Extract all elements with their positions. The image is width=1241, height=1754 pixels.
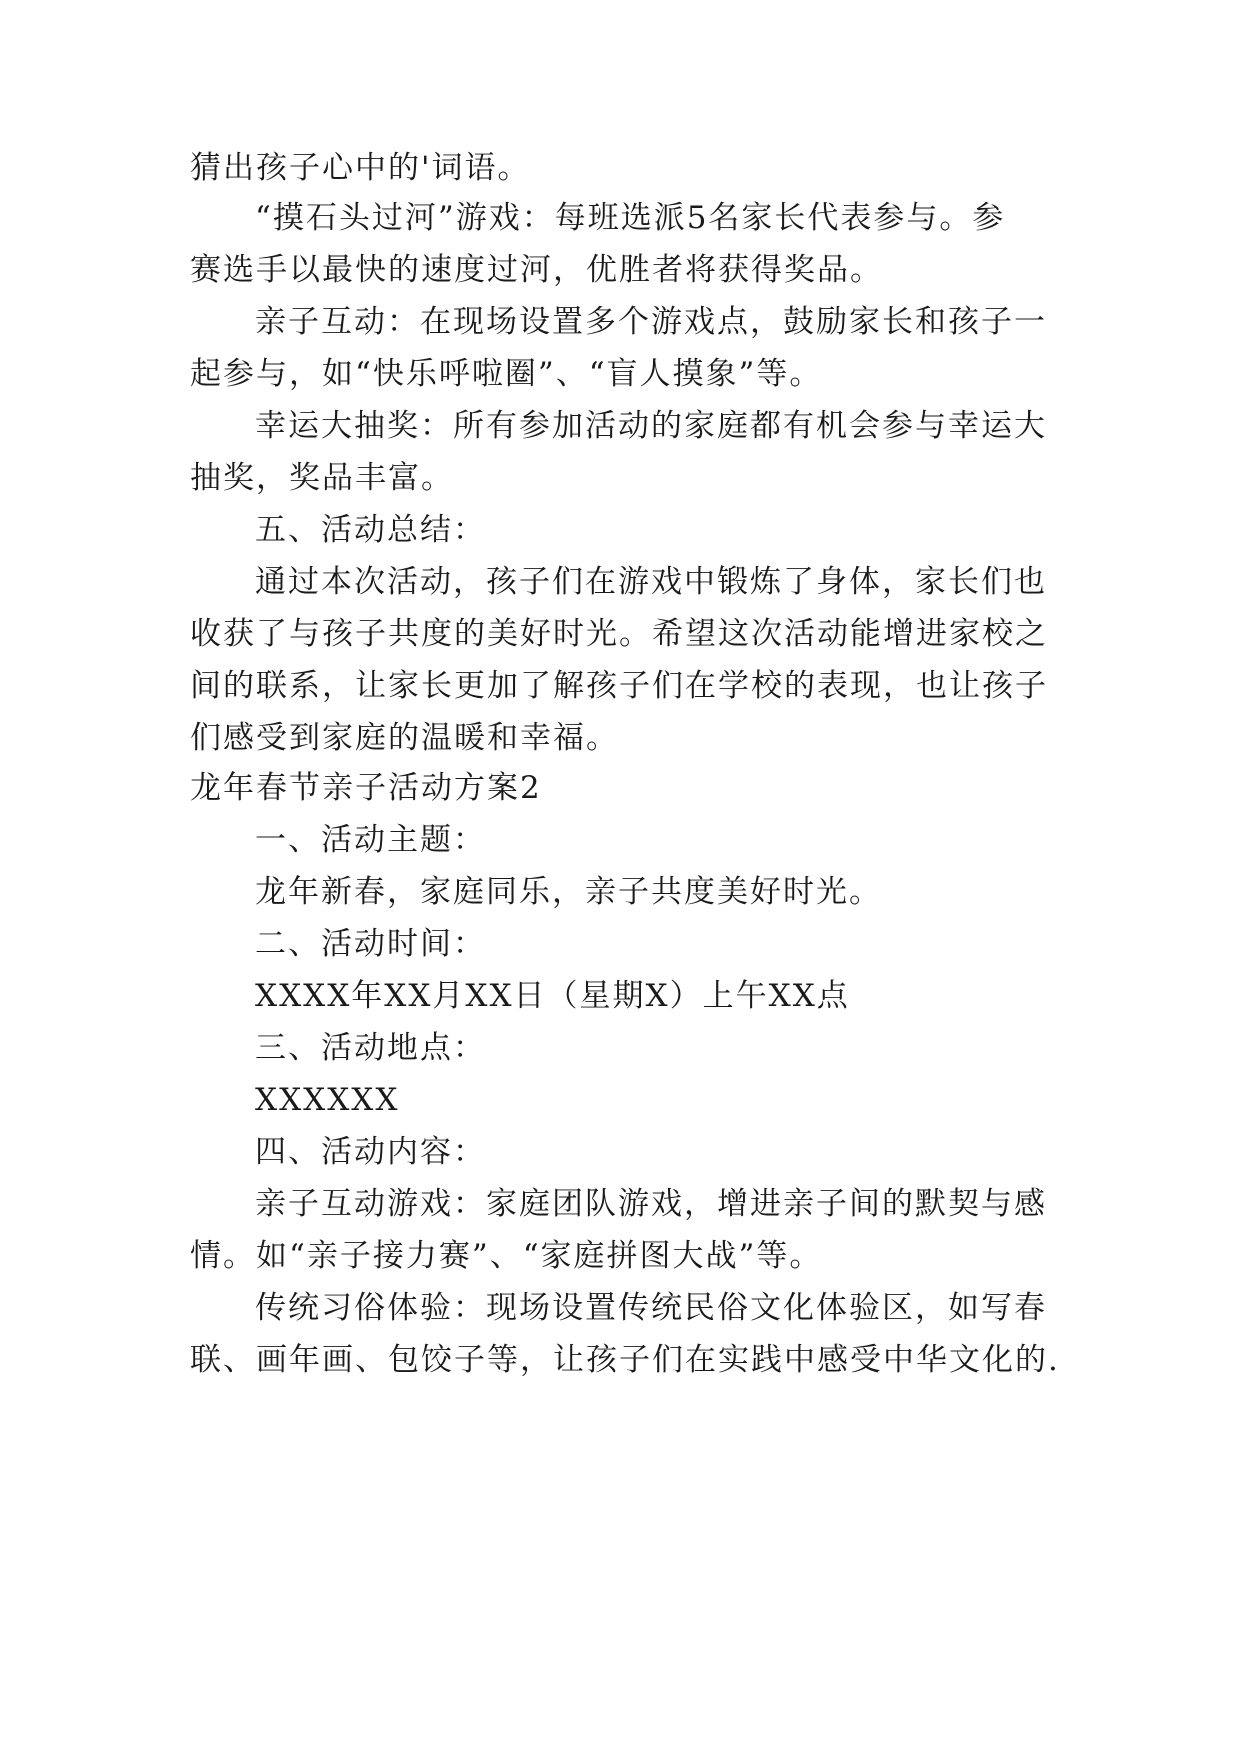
text-line: 幸运大抽奖：所有参加活动的家庭都有机会参与幸运大 <box>255 408 1047 444</box>
text-line: 联、画年画、包饺子等，让孩子们在实践中感受中华文化的. <box>190 1342 1060 1378</box>
section-heading: 五、活动总结： <box>255 512 486 548</box>
text-line: 收获了与孩子共度的美好时光。希望这次活动能增进家校之 <box>190 616 1048 652</box>
text-line: “摸石头过河”游戏：每班选派5名家长代表参与。参 <box>255 200 1006 236</box>
text-line: 起参与，如“快乐呼啦圈”、“盲人摸象”等。 <box>190 356 823 392</box>
text-line: 传统习俗体验：现场设置传统民俗文化体验区，如写春 <box>255 1290 1047 1326</box>
text-line: XXXX年XX月XX日（星期X）上午XX点 <box>255 978 850 1014</box>
section-heading: 三、活动地点： <box>255 1030 486 1066</box>
section-heading: 一、活动主题： <box>255 822 486 858</box>
text-line: 亲子互动游戏：家庭团队游戏，增进亲子间的默契与感 <box>255 1186 1047 1222</box>
text-line: XXXXXX <box>255 1082 400 1118</box>
text-line: 亲子互动：在现场设置多个游戏点，鼓励家长和孩子一 <box>255 304 1047 340</box>
text-line: 赛选手以最快的速度过河，优胜者将获得奖品。 <box>190 252 883 288</box>
document-title: 龙年春节亲子活动方案2 <box>190 770 542 806</box>
text-line: 龙年新春，家庭同乐，亲子共度美好时光。 <box>255 874 882 910</box>
text-line: 情。如“亲子接力赛”、“家庭拼图大战”等。 <box>190 1238 823 1274</box>
text-line: 猜出孩子心中的'词语。 <box>190 150 531 186</box>
text-line: 抽奖，奖品丰富。 <box>190 460 454 496</box>
text-line: 们感受到家庭的温暖和幸福。 <box>190 720 619 756</box>
text-line: 间的联系，让家长更加了解孩子们在学校的表现，也让孩子 <box>190 668 1048 704</box>
section-heading: 二、活动时间： <box>255 926 486 962</box>
section-heading: 四、活动内容： <box>255 1134 486 1170</box>
text-line: 通过本次活动，孩子们在游戏中锻炼了身体，家长们也 <box>255 564 1047 600</box>
